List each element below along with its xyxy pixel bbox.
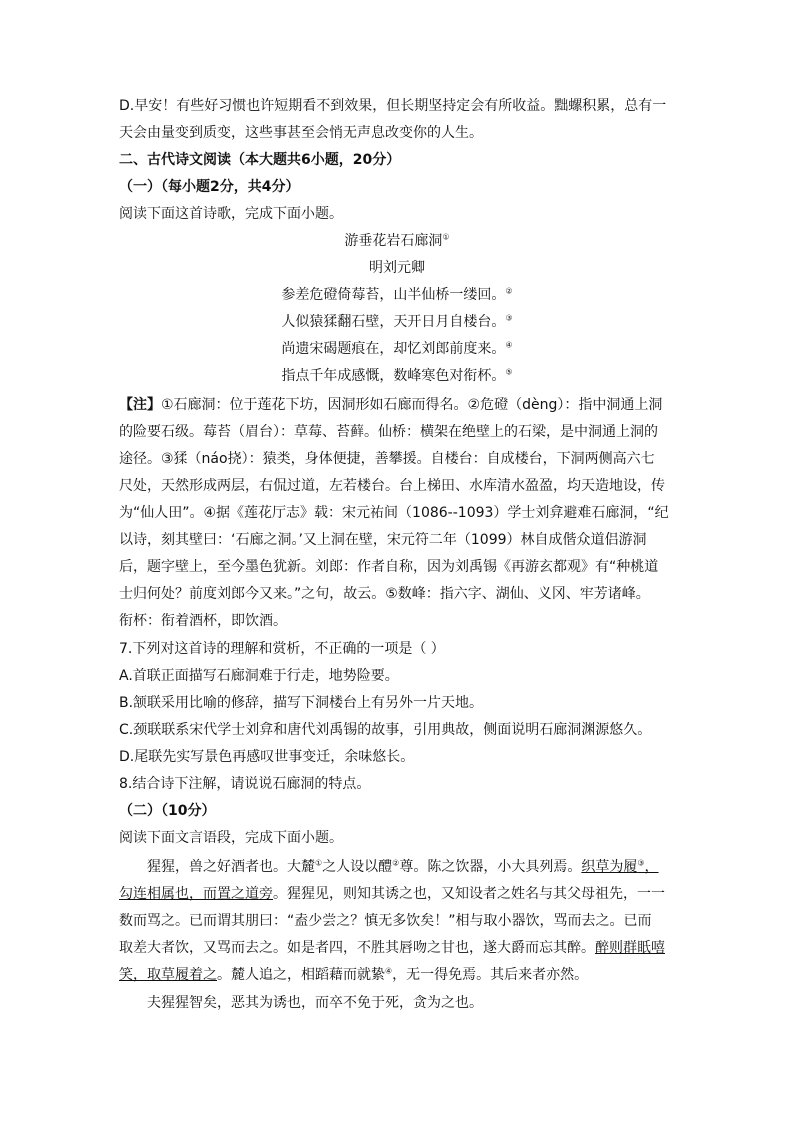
footnote-mark: ④ — [505, 340, 513, 350]
subsection-heading: （二）（10分） — [119, 803, 216, 819]
question-7: 7.下列对这首诗的理解和赏析，不正确的一项是（ ） — [119, 641, 445, 657]
poem-line-text: 指点千年成感慨，数峰寒色对衔杯。 — [281, 368, 506, 384]
footnote-mark: ② — [392, 858, 400, 868]
underlined-text: 醉则群眂嘻 — [595, 940, 665, 956]
footnote-mark: ① — [442, 232, 450, 242]
poem-line — [0, 367, 794, 385]
subsection-heading: （一）（每小题2分，共4分） — [119, 179, 300, 195]
poem-line-text: 人似猿猱翻石壁，天开日月自楼台。 — [281, 314, 506, 330]
passage-line — [147, 858, 659, 876]
passage-text: 猩猩，兽之好酒者也。大麓 — [147, 859, 315, 875]
note-line — [119, 396, 662, 414]
note-line: 的险要石级。莓苔（眉台）：草莓、苔藓。仙桥：横架在绝壁上的石梁，是中洞通上洞的 — [119, 424, 658, 440]
passage-text: 尊。陈之饮器，小大具列焉。 — [399, 859, 582, 875]
poem-title — [0, 232, 794, 250]
text-line: D.早安！有些好习惯也许短期看不到效果，但长期坚持定会有所收益。黜螺积累，总有一 — [119, 98, 667, 114]
passage-line — [119, 966, 588, 984]
instruction: 阅读下面文言语段，完成下面小题。 — [119, 830, 343, 846]
underlined-text: 勾连相属也，而置之道旁 — [119, 886, 273, 902]
poem-line-text: 尚遗宋碣题痕在，却忆刘郎前度来。 — [281, 341, 506, 357]
note-line: 士归何处？前度刘郎今又来。”之句，故云。⑤数峰：指六字、湖仙、义冈、牢芳诸峰。 — [119, 586, 650, 602]
footnote-mark: ③ — [505, 313, 513, 323]
option-a: A.首联正面描写石廊洞难于行走，地势险要。 — [119, 668, 399, 684]
option-d: D.尾联先实写景色再感叹世事变迁，余味悠长。 — [119, 749, 415, 765]
passage-text: 取差大者饮，又骂而去之。如是者四，不胜其唇吻之甘也，遂大爵而忘其醉。 — [119, 940, 595, 956]
poem-line — [0, 340, 794, 358]
poem-title-text: 游垂花岩石廊洞 — [344, 233, 443, 249]
footnote-mark: ② — [505, 286, 513, 296]
option-b: B.颔联采用比喻的修辞，描写下洞楼台上有另外一片天地。 — [119, 695, 484, 711]
underlined-part: ， — [644, 859, 659, 875]
underlined-part: 织草为履 — [581, 859, 638, 875]
poem-line — [0, 313, 794, 331]
note-line: 途径。③猱（náo挠）：猿类，身体便捷，善攀援。自楼台：自成楼台，下洞两侧高六七 — [119, 451, 655, 467]
underlined-text: 笑，取草履着之 — [119, 967, 217, 983]
poem-line-text: 参差危磴倚莓苔，山半仙桥一缕回。 — [281, 287, 506, 303]
note-line: 为“仙人田”。④据《莲花厅志》载：宋元祐间（1086--1093）学士刘弇避难石廊洞，“纪 — [119, 505, 669, 521]
note-line: 以诗，刻其壁曰：‘石廊之洞。’又上洞在壁，宋元符二年（1099）林自成偕众道侣游洞 — [119, 532, 647, 548]
text-line: 天会由量变到质变，这些事甚至会悄无声息改变你的人生。 — [119, 125, 483, 141]
footnote-mark: ④ — [385, 966, 393, 976]
section-heading: 二、古代诗文阅读（本大题共6小题，20分） — [119, 152, 401, 168]
passage-line: 数而骂之。已而谓其朋曰：“盍少尝之？慎无多饮矣！”相与取小器饮，骂而去之。已而 — [119, 913, 652, 929]
footnote-mark: ③ — [637, 858, 645, 868]
note-label: 【注】 — [119, 397, 161, 413]
poem-line — [0, 286, 794, 304]
passage-line: 夫猩猩智矣，恶其为诱也，而卒不免于死，贪为之也。 — [147, 995, 483, 1011]
passage-text: 。猩猩见，则知其诱之也，又知设者之姓名与其父母祖先，一一 — [273, 886, 665, 902]
passage-line — [119, 939, 665, 957]
option-c: C.颈联联系宋代学士刘弇和唐代刘禹锡的故事，引用典故，侧面说明石廊洞渊源悠久。 — [119, 722, 652, 738]
passage-text: 之人设以醴 — [322, 859, 393, 875]
instruction: 阅读下面这首诗歌，完成下面小题。 — [119, 206, 343, 222]
note-line: 尺处，天然形成两层，右侃过道，左若楼台。台上梯田、水库清水盈盈，均天造地设，传 — [119, 478, 665, 494]
note-line: 后，题字壁上，至今墨色犹新。刘郎：作者自称，因为刘禹锡《再游玄都观》有“种桃道 — [119, 559, 659, 575]
note-text: ①石廊洞：位于莲花下坊，因洞形如石廊而得名。②危磴（dèng）：指中洞通上洞 — [161, 397, 663, 413]
question-8: 8.结合诗下注解，请说说石廊洞的特点。 — [119, 776, 371, 792]
note-line: 衔杯：衔着酒杯，即饮酒。 — [119, 613, 287, 629]
footnote-mark: ⑤ — [505, 367, 513, 377]
passage-line — [119, 885, 665, 903]
poem-author: 明刘元卿 — [369, 260, 425, 276]
underlined-text — [581, 859, 658, 875]
passage-text: 。麓人追之，相蹈藉而就絷 — [217, 967, 385, 983]
footnote-mark: ① — [315, 858, 323, 868]
passage-text: ，无一得免焉。其后来者亦然。 — [392, 967, 589, 983]
